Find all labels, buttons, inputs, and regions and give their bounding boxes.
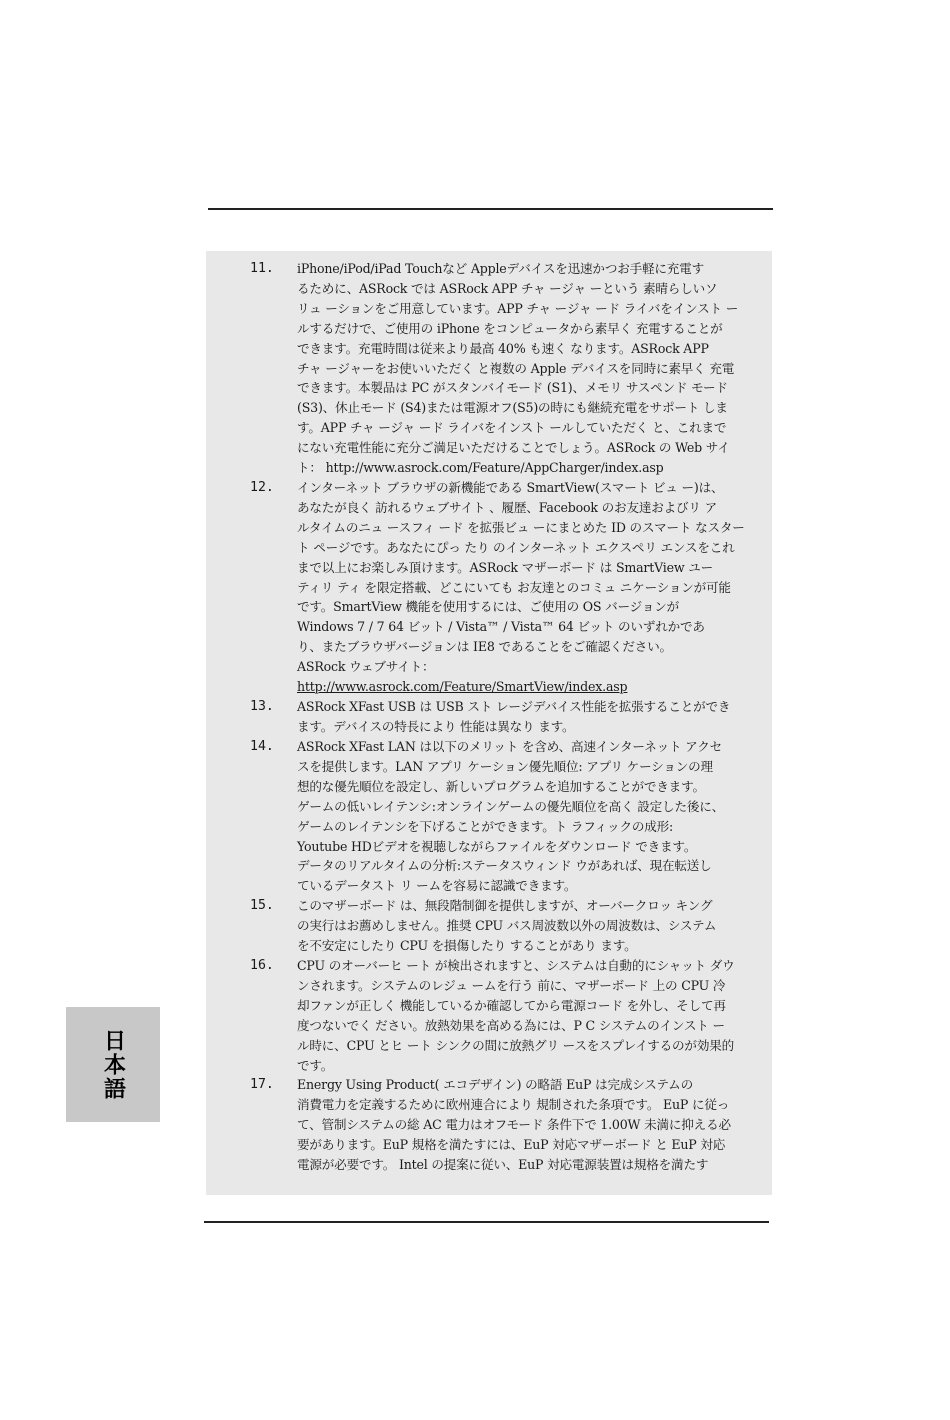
text-line: データのリアルタイムの分析:ステータスウィンド ウがあれば、現在転送し xyxy=(297,858,712,874)
item-text xyxy=(297,956,773,1075)
text-line: 電源が必要です。 Intel の提案に従い、EuP 対応電源装置は規格を満たす xyxy=(297,1156,709,1172)
text-line: まで以上にお楽しみ頂けます。ASRock マザーボード は SmartView ユー xyxy=(297,559,714,575)
text-line: ます。デバイスの特長により 性能は異なり ます。 xyxy=(297,718,575,734)
footer-rule xyxy=(204,1221,769,1223)
item-text xyxy=(297,896,773,956)
smartview-link[interactable]: http://www.asrock.com/Feature/SmartView/index.asp xyxy=(297,679,628,695)
text-line: (S3)、休止モード (S4)または電源オフ(S5)の時にも継続充電をサポート しま xyxy=(297,400,728,416)
text-line: を不安定にしたり CPU を損傷したり することがあり ます。 xyxy=(297,937,637,953)
text-line: スを提供します。LAN アプリ ケーション優先順位: アプリ ケーションの理 xyxy=(297,758,713,774)
text-line: ティリ ティ を限定搭載、どこにいても お友達とのコミュ ニケーションが可能 xyxy=(297,579,731,595)
language-tab-label: 日本語 xyxy=(100,1028,126,1101)
item-text xyxy=(297,1075,773,1175)
item-number: 17. xyxy=(250,1077,274,1092)
text-line: このマザーボード は、無段階制御を提供しますが、オーバークロッ キング xyxy=(297,898,713,913)
text-line: 消費電力を定義するために欧州連合により 規制された条項です。 EuP に従っ xyxy=(297,1096,730,1112)
header-rule xyxy=(208,208,773,210)
text-line: iPhone/iPod/iPad Touchなど Appleデバイスを迅速かつお手軽に充電す xyxy=(297,261,704,276)
item-number: 12. xyxy=(250,480,274,495)
text-line: ルするだけで、ご使用の iPhone をコンピュータから素早く 充電することが xyxy=(297,320,723,336)
text-line: ル時に、CPU とヒ ート シンクの間に放熱グリ ースをスプレイするのが効果的 xyxy=(297,1037,735,1053)
text-line: できます。本製品は PC がスタンバイモード (S1)、メモリ サスペンド モード xyxy=(297,380,728,396)
text-line: ト ページです。あなたにぴっ たり のインターネット エクスペリ エンスをこれ xyxy=(297,539,735,555)
text-line: ゲームの低いレイテンシ:オンラインゲームの優先順位を高く 設定した後に、 xyxy=(297,798,725,814)
text-line: Youtube HDビデオを視聴しながらファイルをダウンロード できます。 xyxy=(297,838,697,854)
item-text xyxy=(297,737,773,896)
text-line: り、またブラウザバージョンは IE8 であることをご確認ください。 xyxy=(297,639,672,655)
item-number: 15. xyxy=(250,898,274,913)
text-line: ているデータスト リ ームを容易に認識できます。 xyxy=(297,878,577,894)
text-line: インターネット ブラウザの新機能である SmartView(スマート ビュ ー)は、 xyxy=(297,480,724,495)
text-line: ASRock XFast USB は USB スト レージデバイス性能を拡張することができ xyxy=(297,699,731,714)
text-line: ルタイムのニュ ースフィ ード を拡張ビュ ーにまとめた ID のスマート なスター xyxy=(297,519,745,535)
text-line: ASRock ウェブサイト： xyxy=(297,659,435,675)
item-number: 14. xyxy=(250,739,274,754)
text-line: Windows 7 / 7 64 ビット / Vista™ / Vista™ 64 ビット のいずれかであ xyxy=(297,619,705,635)
text-line: 却ファンが正しく 機能しているか確認してから電源コード を外し、そして再 xyxy=(297,997,726,1013)
text-line: Energy Using Product( エコデザイン) の略語 EuP は完成システムの xyxy=(297,1077,693,1092)
text-line: です。SmartView 機能を使用するには、ご使用の OS バージョンが xyxy=(297,599,679,615)
text-line: るために、ASRock では ASRock APP チャ ージャ ーという 素晴らしいソ xyxy=(297,280,718,296)
text-line: て、管制システムの総 AC 電力はオフモード 条件下で 1.00W 未満に抑える必 xyxy=(297,1116,731,1132)
text-line: ゲームのレイテンシを下げることができます。ト ラフィックの成形: xyxy=(297,818,674,834)
text-line: 要があります。EuP 規格を満たすには、EuP 対応マザーボード と EuP 対応 xyxy=(297,1136,726,1152)
text-line: CPU のオーバーヒ ート が検出されますと、システムは自動的にシャット ダウ xyxy=(297,958,735,973)
item-text xyxy=(297,259,773,478)
language-tab xyxy=(66,1007,160,1122)
text-line: リュ ーションをご用意しています。APP チャ ージャ ード ライバをインスト ー xyxy=(297,300,739,316)
appcharger-url-line[interactable]: ト： http://www.asrock.com/Feature/AppCharger/index.asp xyxy=(297,460,664,476)
text-line: ンされます。システムのレジュ ームを行う 前に、マザーボード 上の CPU 冷 xyxy=(297,977,726,993)
text-line: です。 xyxy=(297,1057,334,1073)
text-line: 度つないでく ださい。放熱効果を高める為には、P C システムのインスト ー xyxy=(297,1017,725,1033)
item-text xyxy=(297,697,773,737)
text-line: チャ ージャーをお使いいただく と複数の Apple デバイスを同時に素早く 充電 xyxy=(297,360,735,376)
item-number: 13. xyxy=(250,699,274,714)
text-line: 想的な優先順位を設定し、新しいプログラムを追加することができます。 xyxy=(297,778,705,794)
item-number: 11. xyxy=(250,261,274,276)
item-number: 16. xyxy=(250,958,274,973)
text-line: の実行はお薦めしません。推奨 CPU バス周波数以外の周波数は、システム xyxy=(297,917,717,933)
item-text xyxy=(297,478,773,697)
text-line: す。APP チャ ージャ ード ライバをインスト ールしていただく と、これまで xyxy=(297,420,727,436)
text-line: ASRock XFast LAN は以下のメリット を含め、高速インターネット アクセ xyxy=(297,739,722,754)
text-line: あなたが良く 訪れるウェブサイト 、履歴、Facebook のお友達およびリ ア xyxy=(297,499,718,515)
text-line: にない充電性能に充分ご満足いただけることでしょう。ASRock の Web サイ xyxy=(297,440,730,456)
content-panel xyxy=(206,251,772,1195)
text-line: できます。充電時間は従来より最高 40% も速く なります。ASRock APP xyxy=(297,340,709,356)
